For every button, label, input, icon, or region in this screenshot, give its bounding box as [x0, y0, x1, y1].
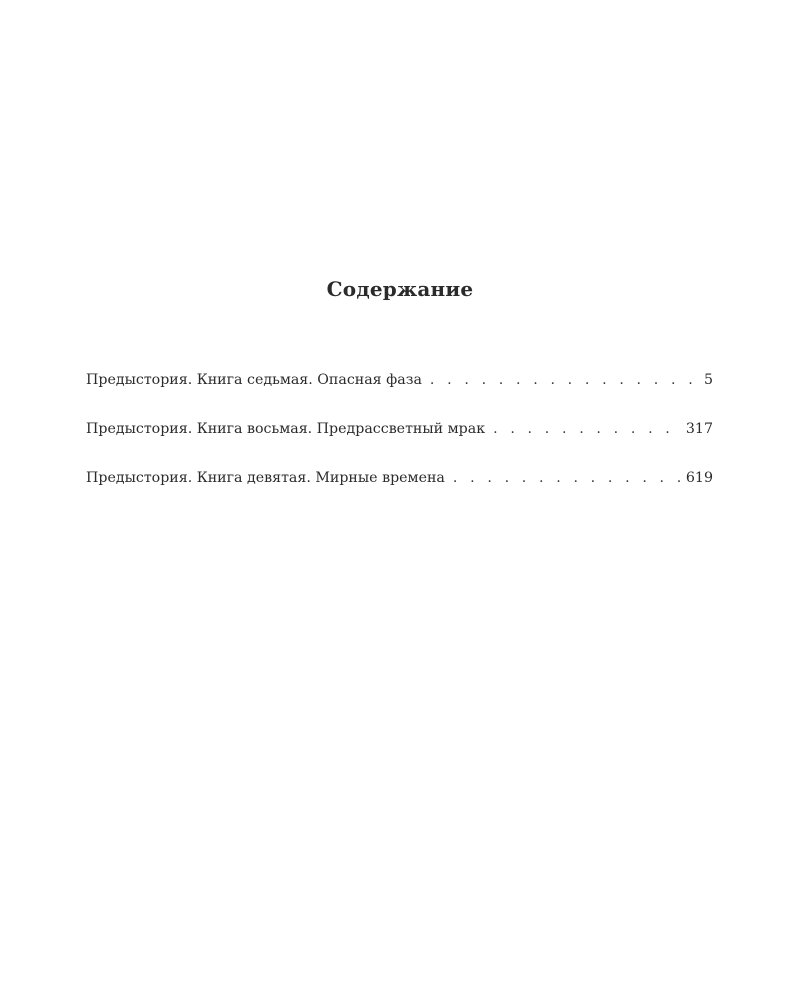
dot-leader: [493, 421, 680, 437]
toc-entry-title: Предыстория. Книга восьмая. Предрассветный мрак: [86, 421, 486, 437]
page-title: Содержание: [326, 277, 474, 301]
toc-page-number: 317: [685, 421, 713, 437]
dot-leader: [453, 470, 680, 486]
dot-leader: [430, 372, 698, 388]
toc-entry-book-7[interactable]: [86, 372, 713, 392]
toc-entry-title: Предыстория. Книга девятая. Мирные времена: [86, 470, 445, 486]
toc-entry-book-9[interactable]: [86, 470, 713, 490]
toc-entry-book-8[interactable]: [86, 421, 713, 441]
toc-page-number: 619: [685, 470, 713, 486]
toc-page-number: 5: [703, 372, 713, 388]
toc-entry-title: Предыстория. Книга седьмая. Опасная фаза: [86, 372, 422, 388]
table-of-contents: [86, 372, 713, 519]
